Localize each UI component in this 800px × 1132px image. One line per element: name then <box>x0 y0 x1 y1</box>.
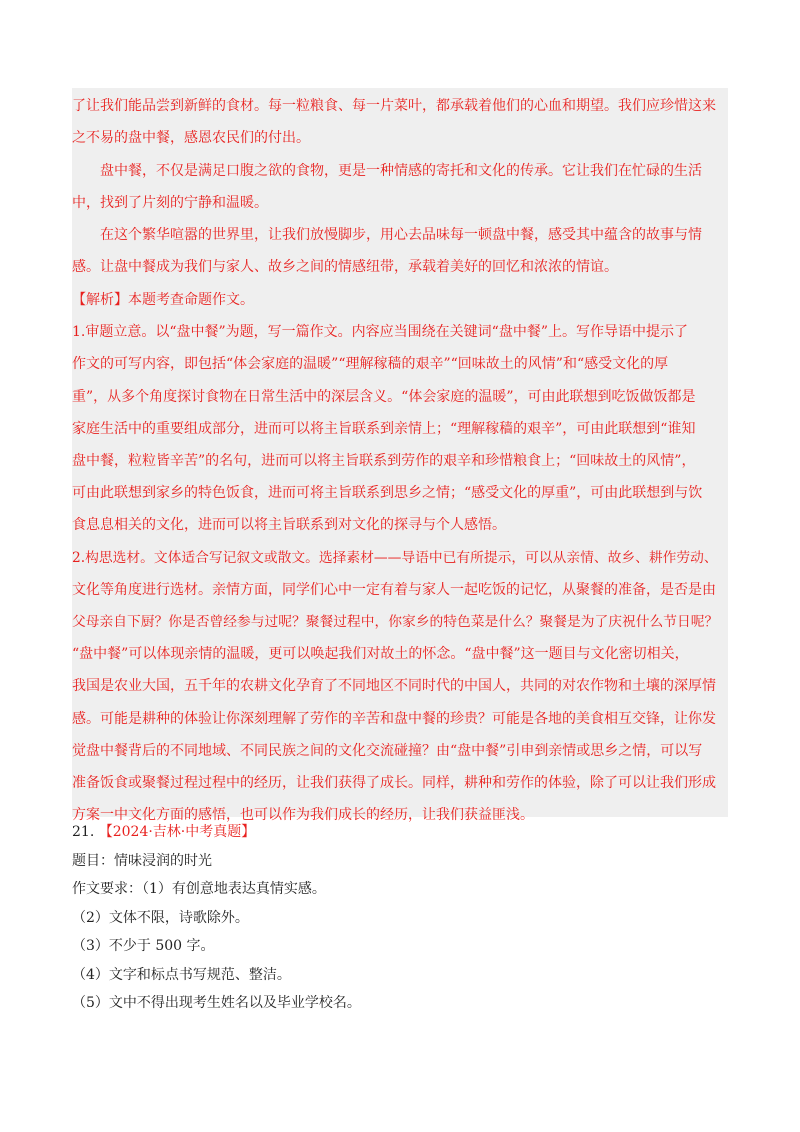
essay-line: 感。让盘中餐成为我们与家人、故乡之间的情感纽带，承载着美好的回忆和浓浓的情谊。 <box>72 259 618 275</box>
analysis-line: 文化等角度进行选材。亲情方面，同学们心中一定有着与家人一起吃饭的记忆，从聚餐的准备，是否是由 <box>72 582 716 598</box>
analysis-line: 觉盘中餐背后的不同地域、不同民族之间的文化交流碰撞？由“盘中餐”引申到亲情或思乡之情，可以写 <box>72 743 703 759</box>
analysis-line: 2.构思选材。文体适合写记叙文或散文。选择素材——导语中已有所提示，可以从亲情、故乡、耕作劳动、 <box>72 550 718 566</box>
analysis-line: 家庭生活中的重要组成部分，进而可以将主旨联系到亲情上；“理解稼穑的艰辛”，可由此联想到“谁知 <box>72 421 696 437</box>
requirement-item: （2）文体不限，诗歌除外。 <box>72 910 249 926</box>
essay-line: 盘中餐，不仅是满足口腹之欲的食物，更是一种情感的寄托和文化的传承。它让我们在忙碌的生活 <box>100 163 702 179</box>
analysis-line: 盘中餐，粒粒皆辛苦”的名句，进而可以将主旨联系到劳作的艰辛和珍惜粮食上；“回味故土的风情”， <box>72 453 696 469</box>
analysis-heading: 【解析】本题考查命题作文。 <box>72 292 254 308</box>
analysis-line: 作文的可写内容，即包括“体会家庭的温暖”“理解稼穑的艰辛”“回味故土的风情”和“感受文化的厚 <box>72 356 669 372</box>
requirements-first-line <box>72 879 728 899</box>
essay-line: 了让我们能品尝到新鲜的食材。每一粒粮食、每一片菜叶，都承载着他们的心血和期望。我们应珍惜这来 <box>72 98 716 114</box>
question-header <box>72 822 728 842</box>
analysis-line: 父母亲自下厨？你是否曾经参与过呢？聚餐过程中，你家乡的特色菜是什么？聚餐是为了庆祝什么节日呢？ <box>72 614 719 630</box>
analysis-line: 准备饭食或聚餐过程过程中的经历，让我们获得了成长。同样，耕种和劳作的体验，除了可以让我们形成 <box>72 775 716 791</box>
requirement-item: （1）有创意地表达真情实感。 <box>142 881 326 897</box>
question-source: 【2024·吉林·中考真题】 <box>98 824 256 840</box>
essay-line: 中，找到了片刻的宁静和温暖。 <box>72 195 268 211</box>
requirement-item: （3）不少于 500 字。 <box>72 938 215 954</box>
essay-line: 之不易的盘中餐，感恩农民们的付出。 <box>72 130 310 146</box>
requirements-label: 作文要求： <box>72 881 142 897</box>
analysis-line: “盘中餐”可以体现亲情的温暖，更可以唤起我们对故土的怀念。“盘中餐”这一题目与文化密切相关， <box>72 646 689 662</box>
analysis-line: 可由此联想到家乡的特色饭食，进而可将主旨联系到思乡之情；“感受文化的厚重”，可由此联想到与饮 <box>72 485 703 501</box>
analysis-line: 方案一中文化方面的感悟，也可以作为我们成长的经历，让我们获益匪浅。 <box>72 807 534 823</box>
analysis-line: 食息息相关的文化，进而可以将主旨联系到对文化的探寻与个人感悟。 <box>72 517 506 533</box>
question-number: 21. <box>72 824 95 840</box>
question-title: 题目：情味浸润的时光 <box>72 853 212 869</box>
analysis-line: 重”，从多个角度探讨食物在日常生活中的深层含义。“体会家庭的温暖”，可由此联想到吃饭做饭都是 <box>72 389 696 405</box>
requirement-item: （5）文中不得出现考生姓名以及毕业学校名。 <box>72 995 361 1011</box>
analysis-line: 1.审题立意。以“盘中餐”为题，写一篇作文。内容应当围绕在关键词“盘中餐”上。写作导语中提示了 <box>72 324 688 340</box>
requirement-item: （4）文字和标点书写规范、整洁。 <box>72 967 291 983</box>
analysis-line: 感。可能是耕种的体验让你深刻理解了劳作的辛苦和盘中餐的珍贵？可能是各地的美食相互交锋，让你发 <box>72 711 716 727</box>
essay-line: 在这个繁华喧嚣的世界里，让我们放慢脚步，用心去品味每一顿盘中餐，感受其中蕴含的故事与情 <box>100 227 702 243</box>
analysis-line: 我国是农业大国，五千年的农耕文化孕育了不同地区不同时代的中国人，共同的对农作物和土壤的深厚情 <box>72 678 716 694</box>
